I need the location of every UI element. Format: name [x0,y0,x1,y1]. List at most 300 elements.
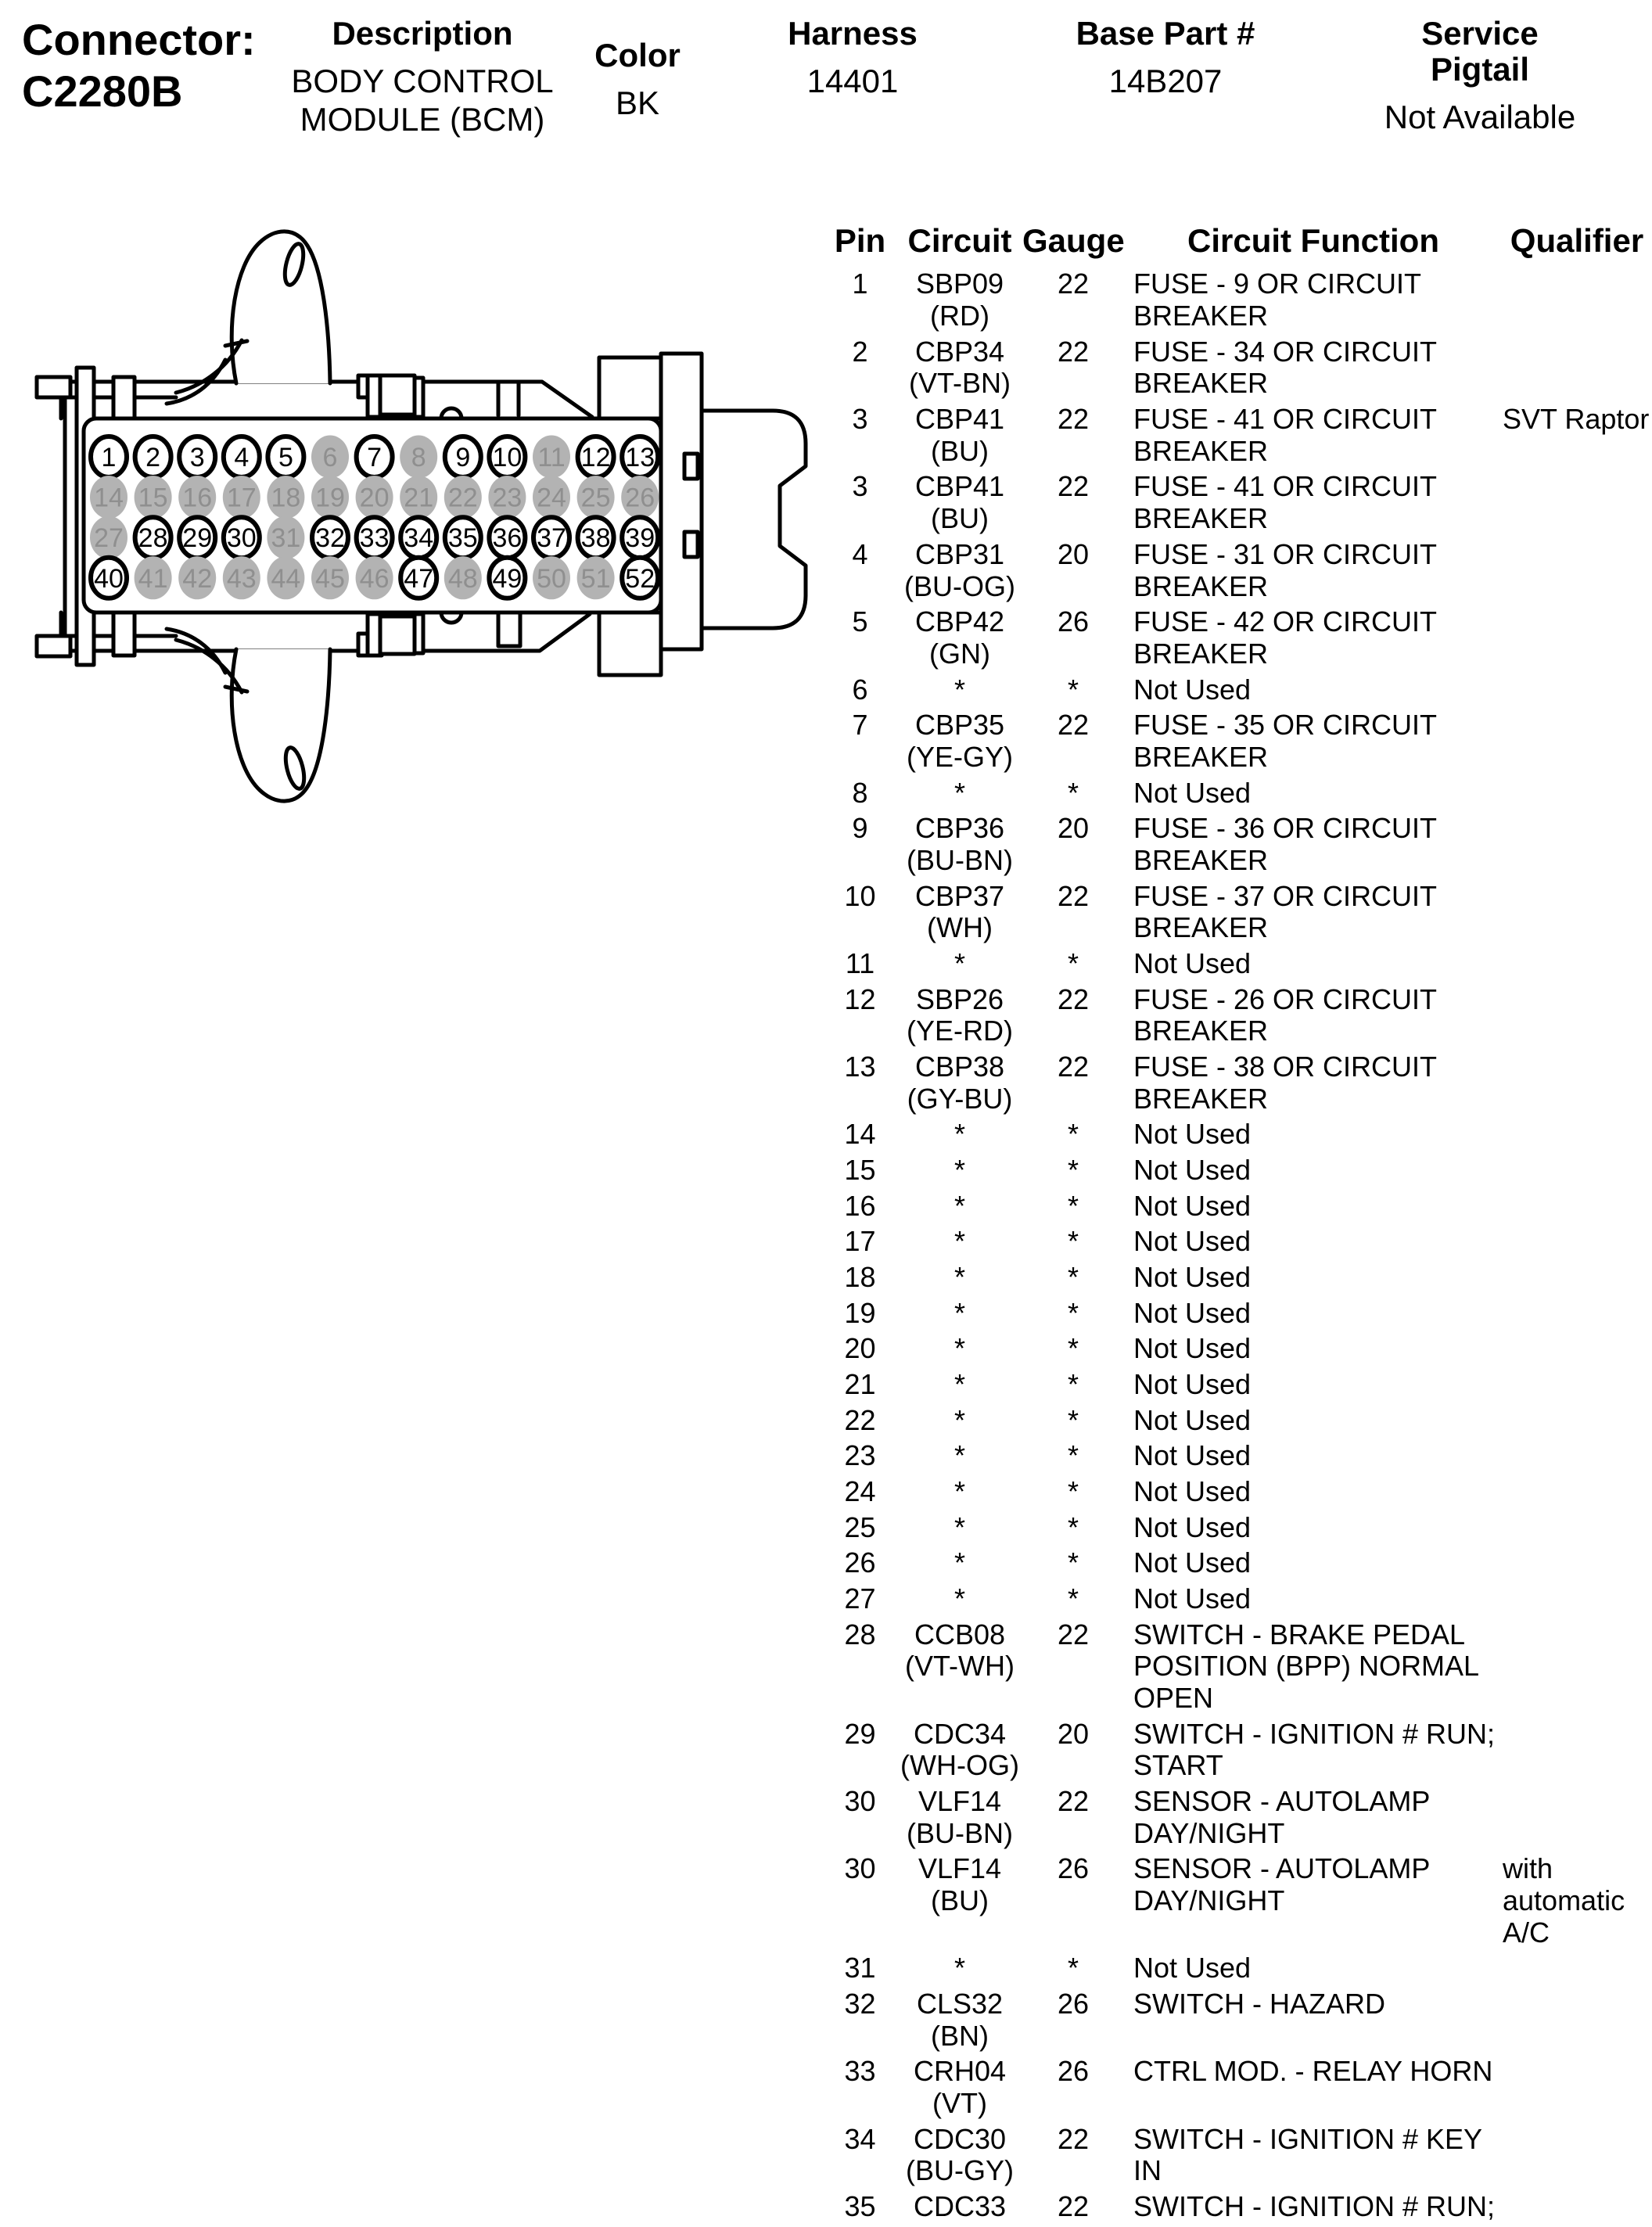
bottom-mount-ear [232,649,330,801]
pin-number: 30 [844,1785,876,1818]
gauge-value: 22 [1057,879,1090,912]
pin-number: 16 [844,1189,876,1222]
gauge-value: 20 [1057,1717,1090,1750]
circuit-color: (VT) [932,2087,987,2120]
qualifier-value [1503,881,1651,944]
pin-label-20: 20 [359,483,390,513]
pin-number: 20 [844,1332,876,1365]
circuit-color: (BU) [931,502,989,535]
qualifier-value [1503,1952,1651,1985]
circuit-code: * [953,946,965,979]
circuit-function: FUSE - 42 OR CIRCUIT BREAKER [1133,605,1437,670]
top-mount-ear [232,232,330,383]
qualifier-value [1503,268,1651,332]
circuit-function: SWITCH - BRAKE PEDAL POSITION (BPP) NORMAL OPEN [1133,1618,1478,1714]
pin-number: 11 [845,946,875,979]
pin-label-12: 12 [580,443,611,472]
qualifier-value [1503,948,1651,980]
circuit-code: * [953,1582,965,1615]
circuit-cell [897,1333,1022,1365]
qualifier-value [1503,1119,1651,1151]
circuit-cell [897,1440,1022,1472]
circuit-color: (GY-BU) [907,1082,1013,1115]
gauge-value: 26 [1057,605,1090,638]
gauge-value: 22 [1057,982,1090,1015]
pin-number: 18 [844,1260,876,1293]
right-step-top [599,357,661,418]
table-row [823,1476,1652,1508]
gauge-value: 22 [1057,335,1090,368]
table-row [823,2124,1652,2187]
gauge-value: * [1067,776,1079,809]
gauge-value: * [1067,1260,1079,1293]
pin-number: 5 [852,605,868,638]
pin-label-52: 52 [625,563,655,594]
circuit-function: FUSE - 9 OR CIRCUIT BREAKER [1133,268,1421,332]
pin-label-44: 44 [271,563,301,594]
pin-number: 24 [844,1474,876,1507]
circuit-color: (WH-OG) [900,1749,1019,1782]
housing-top-band [61,382,592,418]
connector-id: C2280B [22,66,183,117]
pin-label-32: 32 [315,523,345,554]
pin-label-35: 35 [447,523,478,554]
circuit-color: (BU-BN) [907,1816,1013,1849]
circuit-cell [897,1369,1022,1401]
table-row [823,2056,1652,2119]
gauge-value: * [1067,1439,1079,1472]
pin-label-38: 38 [580,523,611,554]
circuit-function: SENSOR - AUTOLAMP DAY/NIGHT [1133,1785,1430,1849]
gauge-value: * [1067,1952,1079,1985]
pin-label-29: 29 [182,523,213,554]
circuit-cell [897,606,1022,670]
pin-number: 30 [844,1852,876,1885]
gauge-value: 22 [1057,1618,1090,1650]
pin-label-3: 3 [189,443,205,472]
top-channel-tab [498,382,519,415]
gauge-value: 22 [1057,2190,1090,2223]
harness-value: 14401 [806,63,899,100]
circuit-cell [897,1853,1022,1949]
circuit-color: (VT-BN) [909,367,1011,400]
circuit-code: * [953,1296,965,1329]
circuit-color: (GN) [929,637,990,670]
pin-label-42: 42 [182,563,213,594]
left-tab-top [37,377,70,397]
pin-table [823,222,1652,2227]
gauge-value: * [1067,1582,1079,1615]
qualifier-value [1503,1298,1651,1330]
circuit-color: (BU) [931,1884,989,1917]
table-row [823,1440,1652,1472]
gauge-value: 22 [1057,709,1090,742]
pin-number: 32 [844,1988,876,2020]
qualifier-value [1503,539,1651,602]
table-row [823,948,1652,980]
circuit-code: * [953,673,965,706]
circuit-cell [897,984,1022,1047]
circuit-cell [897,674,1022,706]
circuit-function: FUSE - 41 OR CIRCUIT BREAKER [1133,470,1437,535]
pin-label-16: 16 [182,483,213,513]
qualifier-value [1503,1262,1651,1294]
table-row [823,674,1652,706]
qualifier-value [1503,1191,1651,1223]
harness-label: Harness [788,15,918,52]
circuit-color: (BU-BN) [907,843,1013,876]
pin-label-39: 39 [625,523,655,554]
field-color [579,38,696,123]
pin-label-26: 26 [625,483,655,513]
pin-label-50: 50 [537,563,566,594]
field-harness [767,16,939,101]
circuit-function: FUSE - 38 OR CIRCUIT BREAKER [1133,1050,1437,1115]
pin-number: 14 [844,1118,876,1151]
field-description [286,16,558,139]
circuit-code: * [953,1474,965,1507]
qualifier-value [1503,2124,1651,2187]
circuit-cell [897,1298,1022,1330]
table-row [823,1583,1652,1615]
table-row [823,1226,1652,1258]
gauge-value: * [1067,1189,1079,1222]
qualifier-value [1503,1051,1651,1115]
circuit-cell [897,1051,1022,1115]
circuit-cell [897,539,1022,602]
pin-number: 26 [844,1546,876,1579]
pin-number: 28 [844,1618,876,1650]
pin-label-37: 37 [537,523,566,554]
description-value: BODY CONTROL MODULE (BCM) [291,63,554,138]
circuit-function: FUSE - 36 OR CIRCUIT BREAKER [1133,812,1437,876]
pin-label-9: 9 [455,443,471,472]
circuit-color: (BU-OG) [904,569,1015,602]
circuit-code: * [953,1952,965,1985]
pin-number: 10 [844,879,876,912]
circuit-function: FUSE - 37 OR CIRCUIT BREAKER [1133,879,1437,944]
circuit-code: * [953,1118,965,1151]
circuit-cell [897,1512,1022,1544]
pin-number: 29 [844,1717,876,1750]
top-latch-body [380,375,415,415]
gauge-value: * [1067,1367,1079,1400]
pin-label-28: 28 [138,523,168,554]
pin-number: 35 [844,2190,876,2223]
pin-label-19: 19 [315,483,345,513]
col-header-circuit: Circuit [907,222,1012,259]
table-row [823,336,1652,400]
pin-label-24: 24 [537,483,566,513]
field-service-pigtail [1370,16,1589,137]
qualifier-value [1503,1440,1651,1472]
gauge-value: * [1067,1296,1079,1329]
gauge-value: 22 [1057,470,1090,503]
circuit-code: CBP41 [914,403,1005,436]
pin-label-46: 46 [359,563,390,594]
base-part-value: 14B207 [1108,63,1223,100]
pin-number: 21 [844,1367,876,1400]
pin-label-33: 33 [359,523,390,554]
circuit-function: FUSE - 31 OR CIRCUIT BREAKER [1133,537,1437,602]
circuit-code: * [953,1189,965,1222]
circuit-code: * [953,776,965,809]
gauge-value: 22 [1057,268,1090,300]
table-row [823,1512,1652,1544]
circuit-cell [897,813,1022,876]
pin-number: 17 [844,1225,876,1258]
gauge-value: 20 [1057,537,1090,570]
pin-number: 22 [844,1403,876,1436]
circuit-cell [897,1988,1022,2052]
pin-number: 3 [852,403,868,436]
circuit-code: CDC30 [913,2122,1007,2155]
qualifier-value [1503,1369,1651,1401]
circuit-code: SBP09 [915,268,1004,300]
pin-label-2: 2 [145,443,161,472]
circuit-function: Not Used [1133,1118,1252,1151]
pin-number: 25 [844,1510,876,1543]
pin-table-rows [823,268,1652,2222]
top-latch-bar [415,378,423,417]
pin-label-18: 18 [271,483,301,513]
circuit-code: CBP35 [914,709,1005,742]
circuit-color: (VT-WH) [905,1650,1015,1683]
circuit-function: SWITCH - HAZARD [1133,1988,1385,2020]
pin-label-41: 41 [138,563,168,594]
qualifier-value [1503,1547,1651,1579]
pin-label-6: 6 [322,443,338,472]
gauge-value: 26 [1057,1988,1090,2020]
circuit-code: CBP34 [914,335,1005,368]
circuit-code: VLF14 [918,1852,1002,1885]
circuit-code: * [953,1332,965,1365]
qualifier-value [1503,1619,1651,1715]
gauge-value: 22 [1057,1785,1090,1818]
circuit-function: FUSE - 34 OR CIRCUIT BREAKER [1133,335,1437,400]
circuit-function: SWITCH - IGNITION # KEY IN [1133,2122,1482,2187]
pin-number: 33 [844,2055,876,2088]
pin-label-11: 11 [537,443,566,472]
pin-number: 6 [852,673,868,706]
circuit-code: * [953,1367,965,1400]
circuit-code: CBP36 [914,812,1005,845]
pin-label-17: 17 [226,483,257,513]
circuit-function: FUSE - 26 OR CIRCUIT BREAKER [1133,982,1437,1047]
circuit-cell [897,1547,1022,1579]
connector-label: Connector: [22,15,256,64]
description-label: Description [332,15,513,52]
table-row [823,1619,1652,1715]
base-part-label: Base Part # [1076,15,1255,52]
circuit-function: Not Used [1133,1296,1252,1329]
circuit-code: CCB08 [914,1618,1006,1650]
qualifier-value [1503,674,1651,706]
pin-label-8: 8 [411,443,426,472]
qualifier-value [1503,2056,1651,2119]
gauge-value: * [1067,1332,1079,1365]
circuit-cell [897,1719,1022,1782]
circuit-function: Not Used [1133,1367,1252,1400]
gauge-value: * [1067,1225,1079,1258]
table-row [823,813,1652,876]
circuit-code: CBP38 [914,1050,1005,1083]
table-row [823,778,1652,810]
gauge-value: * [1067,1403,1079,1436]
connector-title [22,14,256,117]
circuit-function: Not Used [1133,1403,1252,1436]
pin-label-22: 22 [447,483,478,513]
circuit-cell [897,1583,1022,1615]
circuit-function: Not Used [1133,776,1252,809]
qualifier-value [1503,1155,1651,1187]
pin-label-34: 34 [404,523,434,554]
qualifier-value: SVT Raptor [1503,403,1650,436]
pin-label-10: 10 [492,443,523,472]
pin-label-45: 45 [315,563,345,594]
table-row [823,1719,1652,1782]
circuit-color: (BU) [931,434,989,467]
circuit-cell [897,881,1022,944]
pin-label-43: 43 [226,563,257,594]
field-base-part [1064,16,1267,101]
right-step-bottom [599,612,661,675]
gauge-value: * [1067,1546,1079,1579]
circuit-color: (YE-RD) [907,1015,1013,1047]
table-row [823,1853,1652,1949]
qualifier-value [1503,471,1651,534]
pin-table-header [823,222,1652,259]
pin-number: 15 [844,1153,876,1186]
circuit-function: SENSOR - AUTOLAMP DAY/NIGHT [1133,1852,1430,1917]
circuit-function: FUSE - 41 OR CIRCUIT BREAKER [1133,403,1437,467]
circuit-cell [897,471,1022,534]
gauge-value: 26 [1057,2055,1090,2088]
gauge-value: 22 [1057,403,1090,436]
qualifier-value [1503,1226,1651,1258]
circuit-code: CBP41 [914,470,1005,503]
circuit-code: CBP31 [914,537,1005,570]
pin-label-13: 13 [625,443,655,472]
circuit-function: Not Used [1133,1474,1252,1507]
qualifier-value [1503,813,1651,876]
pin-label-30: 30 [226,523,257,554]
table-row [823,606,1652,670]
bottom-channel-tab [498,612,520,646]
table-row [823,1988,1652,2052]
circuit-function: Not Used [1133,1225,1252,1258]
gauge-value: * [1067,946,1079,979]
circuit-code: VLF14 [918,1785,1002,1818]
circuit-cell [897,778,1022,810]
qualifier-value [1503,709,1651,773]
pin-label-36: 36 [492,523,523,554]
col-header-pin: Pin [834,222,886,259]
table-row [823,1952,1652,1985]
circuit-color: (BN) [931,2019,989,2052]
pin-label-48: 48 [447,563,478,594]
circuit-cell [897,1952,1022,1985]
circuit-code: * [953,1225,965,1258]
pin-number: 31 [844,1952,876,1985]
pin-label-31: 31 [271,523,301,554]
color-label: Color [594,37,681,74]
circuit-code: CBP37 [914,879,1005,912]
circuit-cell [897,1226,1022,1258]
gauge-value: 26 [1057,1852,1090,1885]
service-pigtail-value: Not Available [1384,99,1576,136]
circuit-cell [897,1786,1022,1849]
circuit-code: * [953,1260,965,1293]
table-row [823,709,1652,773]
circuit-cell [897,2056,1022,2119]
circuit-color: (YE-GY) [906,740,1013,773]
pin-label-25: 25 [580,483,611,513]
bottom-latch-body [380,616,415,654]
table-row [823,404,1652,467]
circuit-function: CTRL MOD. - RELAY HORN [1133,2055,1493,2088]
qualifier-value [1503,984,1651,1047]
circuit-cell [897,1155,1022,1187]
circuit-cell [897,1191,1022,1223]
circuit-function: Not Used [1133,1582,1252,1615]
gauge-value: * [1067,1510,1079,1543]
circuit-function: FUSE - 35 OR CIRCUIT BREAKER [1133,709,1437,773]
circuit-cell [897,1119,1022,1151]
gauge-value: 20 [1057,812,1090,845]
circuit-cell [897,2124,1022,2187]
table-row [823,268,1652,332]
qualifier-value [1503,2191,1651,2223]
table-row [823,1191,1652,1223]
table-row [823,881,1652,944]
circuit-color: (RD) [930,300,989,332]
circuit-function: Not Used [1133,1189,1252,1222]
qualifier-value [1503,778,1651,810]
service-pigtail-label: Service Pigtail [1421,15,1539,88]
qualifier-value: with automatic A/C [1503,1852,1625,1949]
circuit-code: CLS32 [916,1988,1004,2020]
qualifier-value [1503,1405,1651,1437]
qualifier-value [1503,336,1651,400]
qualifier-value [1503,1476,1651,1508]
table-row [823,1119,1652,1151]
table-row [823,984,1652,1047]
circuit-cell [897,1262,1022,1294]
gauge-value: * [1067,1153,1079,1186]
col-header-circuit-function: Circuit Function [1187,222,1439,259]
circuit-cell [897,948,1022,980]
circuit-code: * [953,1153,965,1186]
pin-label-4: 4 [234,443,250,472]
circuit-code: * [953,1546,965,1579]
pin-number: 1 [852,268,868,300]
table-row [823,1262,1652,1294]
pin-number: 19 [844,1296,876,1329]
pin-label-23: 23 [492,483,523,513]
gauge-value: 22 [1057,2122,1090,2155]
pin-number: 34 [844,2122,876,2155]
pin-label-27: 27 [94,523,124,554]
pin-label-49: 49 [492,563,523,594]
circuit-function: Not Used [1133,1260,1252,1293]
pin-label-40: 40 [94,563,124,594]
col-header-gauge: Gauge [1022,222,1125,259]
circuit-function: Not Used [1133,1439,1252,1472]
circuit-cell [897,1476,1022,1508]
circuit-function: Not Used [1133,946,1252,979]
qualifier-value [1503,1583,1651,1615]
